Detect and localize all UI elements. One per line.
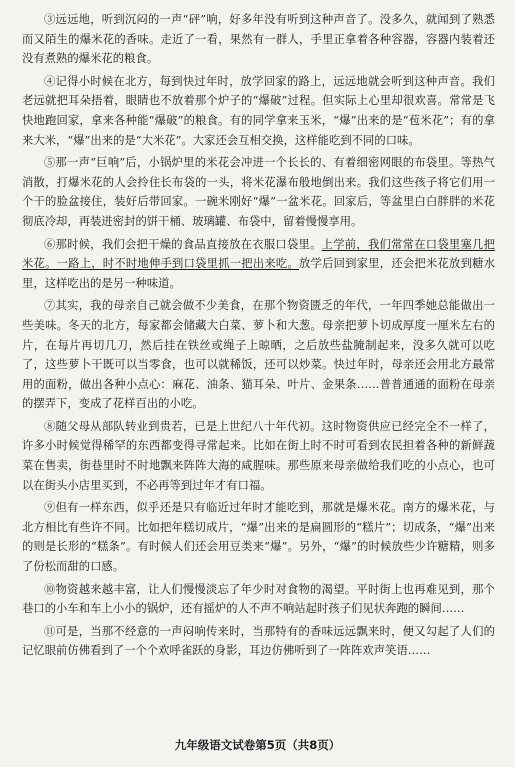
paragraph-6 (22, 235, 495, 294)
paragraph-10: ⑩物资越来越丰富，让人们慢慢淡忘了年少时对食物的渴望。平时街上也再难见到，那个巷口的小车和车上小小的锅炉，还有摇炉的人不声不响站起时孩子们见状奔跑的瞬间…… (22, 582, 495, 616)
paragraph-8: ⑧随父母从部队转业到贵若，已是上世纪八十年代初。这时物资供应已经完全不一样了，许多小时候觉得稀罕的东西都变得寻常起来。比如在街上时不时可看到农民担着各种的新鲜蔬菜在售卖，街巷里时不时地飘来阵阵大海的咸腥味。那些原来母亲做给我们吃的小点心，也可以在街头小店里买到，不必再等到过年才有口福。 (22, 419, 495, 492)
paragraph-6-rest: 放学后回到家里，还会把米花放到糖水里，这样吃出的是另一种味道。 (22, 257, 496, 290)
paragraph-4: ④记得小时候在北方，每到快过年时，放学回家的路上，远远地就会听到这种声音。我们老远就把耳朵捂着，眼睛也不放着那个炉子的“爆破”过程。但实际上心里却很欢喜。常常是飞快地跑回家，拿来各种能“爆破”的粮食。有的同学拿来玉米，“爆”出来的是“苞米花”；有的拿来大米，“爆”出来的是“大米花”。大家还会互相交换，这样能吃到不同的口味。 (22, 74, 495, 147)
paragraph-3: ③远远地，听到沉闷的一声“砰”响，好多年没有听到这种声音了。没多久，就闻到了熟悉而又陌生的爆米花的香味。走近了一看，果然有一群人，手里正拿着各种容器，容器内装着还没有煮熟的爆米花的粮食。 (22, 13, 495, 66)
paragraph-9: ⑨但有一样东西，似乎还是只有临近过年时才能吃到，那就是爆米花。南方的爆米花，与北方相比有些许不同。比如把年糕切成片，“爆”出来的是扁圆形的“糕片”；切成条，“爆”出来的则是长形的“糕条”。有时候人们还会用豆类来“爆”。另外，“爆”的时候放些少许糖精，则多了份松而甜的口感。 (22, 501, 495, 574)
paragraph-5: ⑤那一声“巨响”后，小锅炉里的米花会冲进一个长长的、有着细密网眼的布袋里。等热气消散，打爆米花的人会拎住长布袋的一头，将米花瀑布般地倒出来。我们这些孩子将它们用一个干的脸盆接住，装好后带回家。一碗米刚好“爆”一盆米花。回家后，等盆里白白胖胖的米花彻底冷却，再装进密封的饼干桶、玻璃罐、布袋中，留着慢慢享用。 (22, 156, 495, 228)
underlined-sentence: 上学前，我们常常在口袋里塞几把米花。一路上，时不时地伸手到口袋里抓一把出来吃。 (22, 237, 495, 271)
paragraph-7: ⑦其实，我的母亲自己就会做不少美食，在那个物资匮乏的年代，一年四季她总能做出一些美味。冬天的北方，每家都会储藏大白菜、萝卜和大葱。母亲把萝卜切成厚度一厘米左右的片，在每片再切几刀，然后挂在铁丝或绳子上晾晒，之后放些盐腌制起来，没多久就可以吃了，这些萝卜干既可以当零食，也可以就稀饭，还可以炒菜。快过年时，母亲还会用北方最常用的面粉，做出各种小点心：麻花、油条、猫耳朵、叶片、金果条……普普通通的面粉在母亲的摆弄下，变成了花样百出的小吃。 (22, 299, 495, 411)
page-footer: 九年级语文试卷第5页（共8页） (174, 738, 341, 752)
paragraph-6-intro: ⑥那时候，我们会把干燥的食品直接放在衣服口袋里。 (44, 237, 322, 251)
article-body (22, 10, 495, 661)
paragraph-11: ⑪可是，当那不经意的一声闷响传来时，当那特有的香味远远飘来时，便又勾起了人们的记忆眼前仿佛看到了一个个欢呼雀跃的身影，耳边仿佛听到了一阵阵欢声笑语…… (22, 624, 495, 658)
